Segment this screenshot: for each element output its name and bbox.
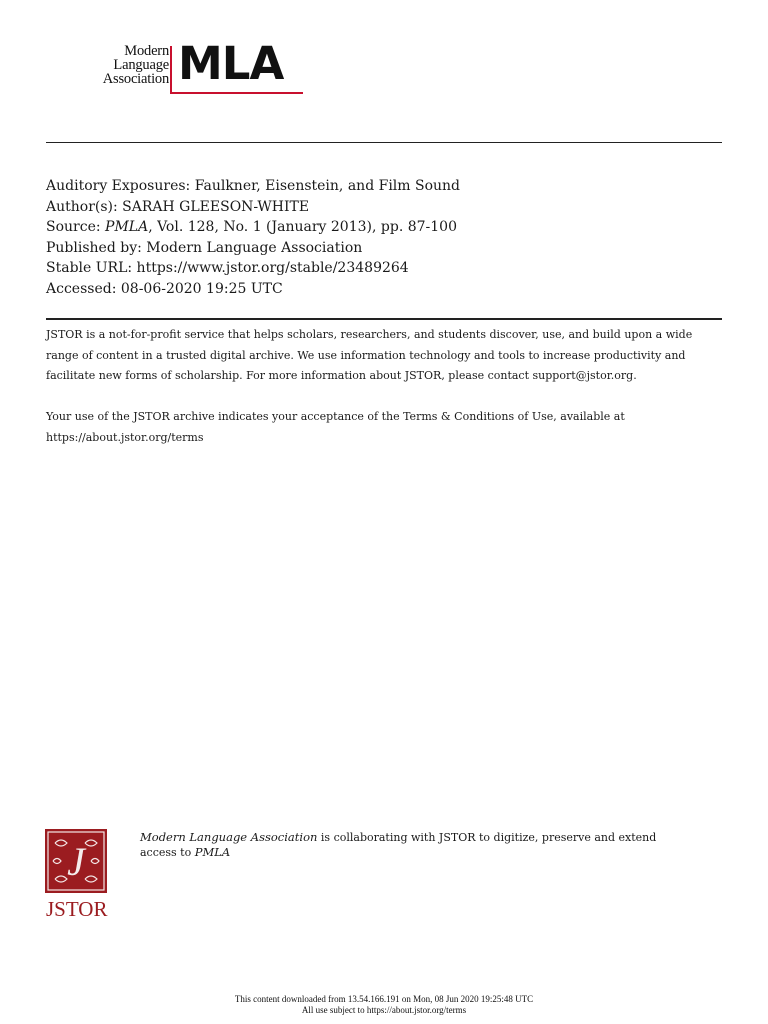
jstor-logo — [45, 829, 109, 924]
footer-terms: All use subject to https://about.jstor.org/terms — [301, 1004, 467, 1015]
terms-url-link[interactable]: https://about.jstor.org/terms — [46, 430, 204, 444]
source-label: Source: — [46, 219, 106, 235]
publisher-name: Modern Language Association — [146, 239, 363, 256]
jstor-seal-icon — [45, 829, 107, 893]
download-footer — [0, 994, 768, 1015]
notice-divider — [46, 318, 722, 320]
stable-url-line — [46, 258, 460, 279]
mla-logo — [46, 37, 284, 96]
collaboration-journal: PMLA — [194, 845, 231, 859]
svg-text:J: J — [67, 839, 85, 884]
accessed-label: Accessed: — [46, 280, 121, 297]
collaboration-publisher: Modern Language Association — [140, 830, 318, 844]
mla-org-line-2: Language — [113, 57, 169, 73]
accessed-date: 08-06-2020 19:25 UTC — [120, 280, 283, 297]
stable-url-link[interactable]: https://www.jstor.org/stable/23489264 — [136, 260, 409, 276]
source-line — [46, 217, 460, 238]
jstor-wordmark: JSTOR — [46, 897, 108, 921]
header-divider — [46, 142, 722, 143]
author-name: SARAH GLEESON-WHITE — [122, 198, 310, 215]
notice-line: facilitate new forms of scholarship. For more information about JSTOR, please contact support@jstor.org. — [46, 369, 637, 382]
mla-wordmark: MLA — [178, 37, 284, 90]
collaboration-access-text: access to — [140, 846, 195, 859]
publisher-line — [46, 238, 460, 259]
terms-line: Your use of the JSTOR archive indicates your acceptance of the Terms & Conditions of Use, available at — [46, 410, 625, 423]
source-journal: PMLA — [105, 219, 149, 235]
notice-line: range of content in a trusted digital archive. We use information technology and tools to increase productivity and — [46, 348, 686, 362]
footer-download-info: This content downloaded from 13.54.166.191 on Mon, 08 Jun 2020 19:25:48 UTC — [234, 994, 534, 1004]
accessed-line — [46, 279, 460, 300]
jstor-notice-paragraph — [46, 325, 726, 387]
collaboration-line-2 — [140, 845, 656, 860]
author-line — [46, 197, 460, 218]
notice-line: JSTOR is a not-for-profit service that helps scholars, researchers, and students discover, use, and build upon a wide — [46, 328, 693, 341]
terms-paragraph — [46, 407, 726, 448]
mla-logo-bar — [170, 46, 172, 94]
mla-logo-underline — [170, 92, 303, 94]
source-details: , Vol. 128, No. 1 (January 2013), pp. 87-100 — [148, 219, 457, 235]
publisher-label: Published by: — [46, 239, 147, 256]
stable-url-label: Stable URL: — [46, 260, 137, 276]
article-title: Auditory Exposures: Faulkner, Eisenstein, and Film Sound — [46, 178, 461, 194]
mla-org-name — [103, 44, 169, 86]
citation-block — [46, 176, 460, 299]
author-label: Author(s): — [46, 198, 123, 215]
collaboration-note — [140, 830, 656, 860]
mla-org-line-1: Modern — [124, 43, 169, 59]
collaboration-text: is collaborating with JSTOR to digitize, preserve and extend — [317, 831, 657, 844]
collaboration-line-1 — [140, 830, 656, 845]
mla-org-line-3: Association — [102, 71, 169, 87]
